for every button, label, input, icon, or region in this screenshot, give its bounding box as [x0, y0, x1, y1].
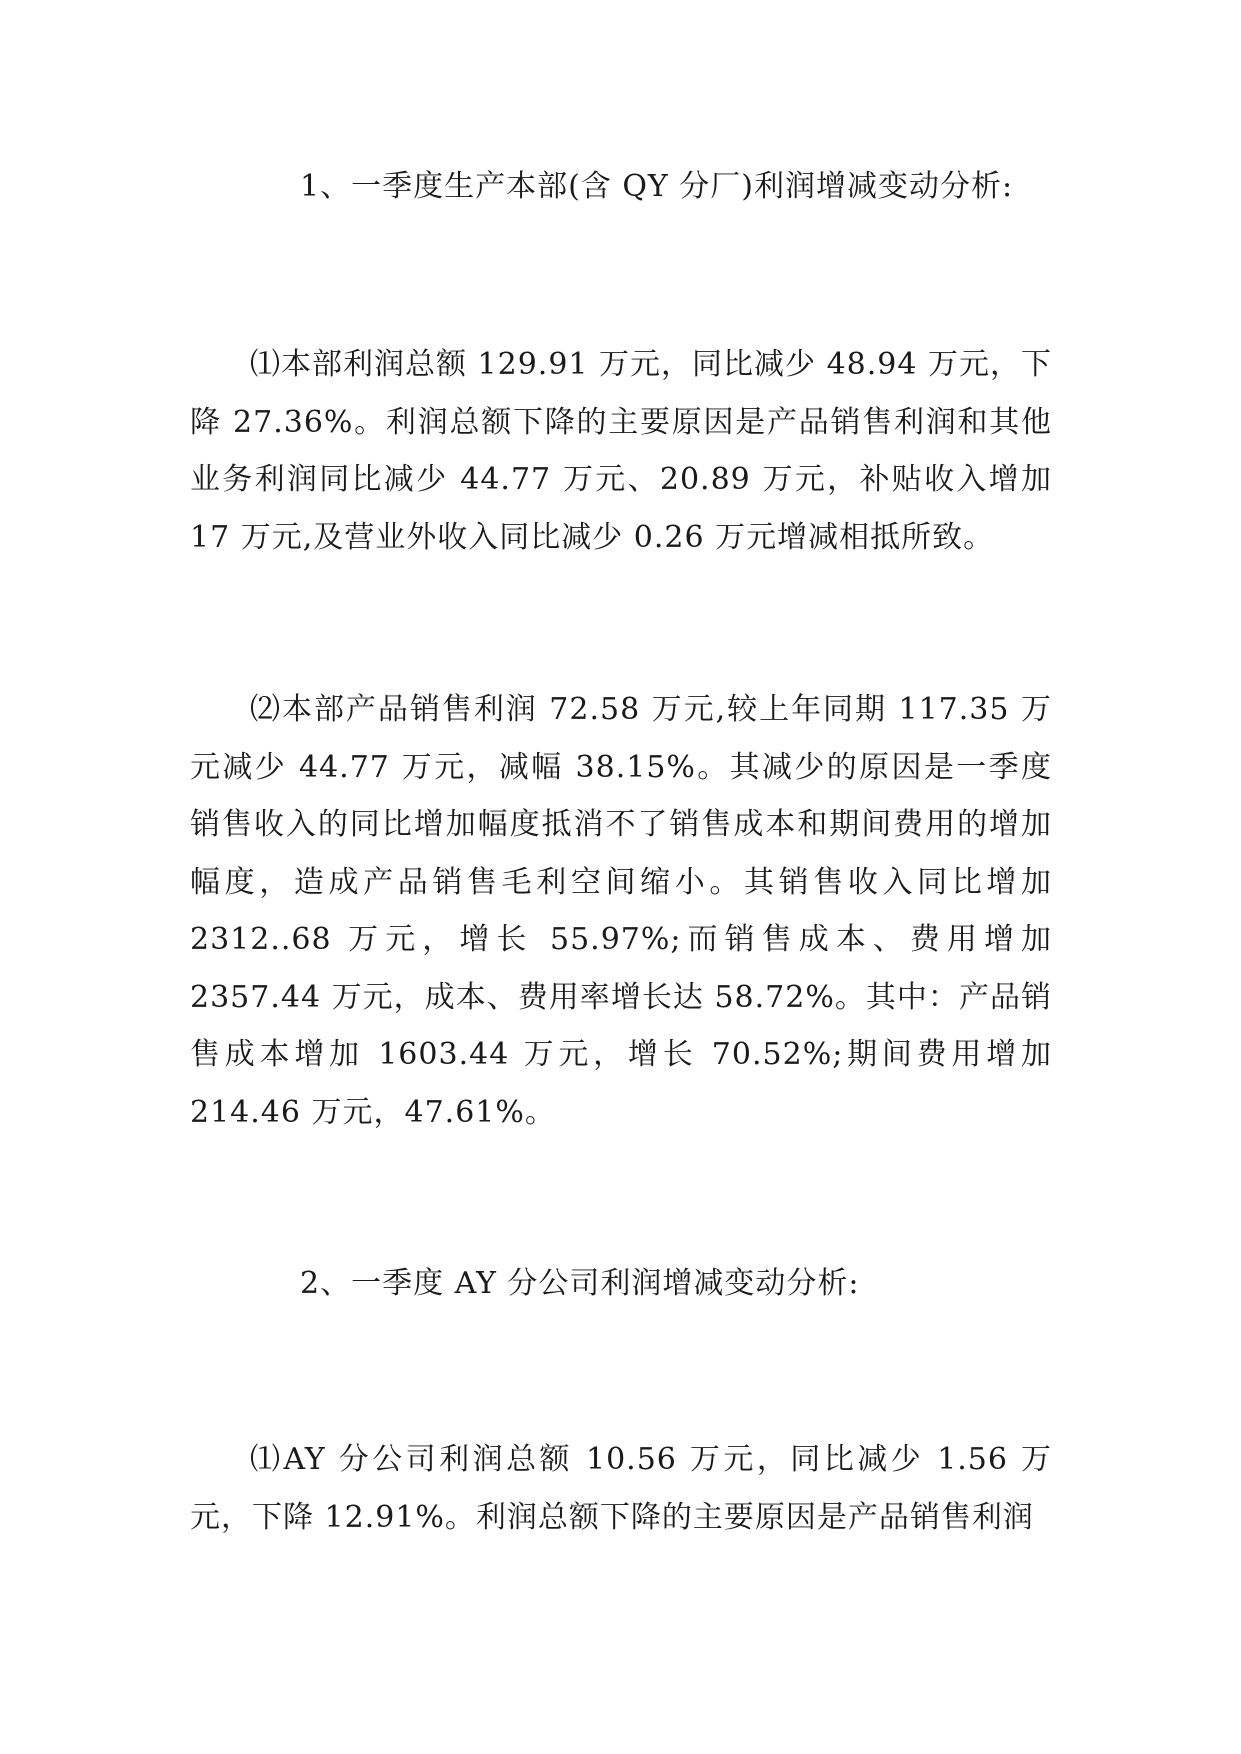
- section-1-paragraph-2: ⑵本部产品销售利润 72.58 万元,较上年同期 117.35 万元减少 44.77 万元，减幅 38.15%。其减少的原因是一季度销售收入的同比增加幅度抵消不了销售成本和期间费用的增加幅度，造成产品销售毛利空间缩小。其销售收入同比增加 2312..68 万元，增长 55.97%;而销售成本、费用增加 2357.44 万元，成本、费用率增长达 58.72%。其中：产品销售成本增加 1603.44 万元，增长 70.52%;期间费用增加 214.46 万元，47.61%。: [190, 692, 1052, 1130]
- section-2-paragraph-1: ⑴AY 分公司利润总额 10.56 万元，同比减少 1.56 万元，下降 12.91%。利润总额下降的主要原因是产品销售利润: [190, 1442, 1052, 1535]
- section-1-paragraph-1: ⑴本部利润总额 129.91 万元，同比减少 48.94 万元，下降 27.36%。利润总额下降的主要原因是产品销售利润和其他业务利润同比减少 44.77 万元、20.89 万元，补贴收入增加 17 万元,及营业外收入同比减少 0.26 万元增减相抵所致。: [190, 347, 1052, 555]
- section-2-heading: 2、一季度 AY 分公司利润增减变动分析:: [300, 1266, 860, 1301]
- section-1-heading: 1、一季度生产本部(含 QY 分厂)利润增减变动分析:: [300, 169, 1014, 204]
